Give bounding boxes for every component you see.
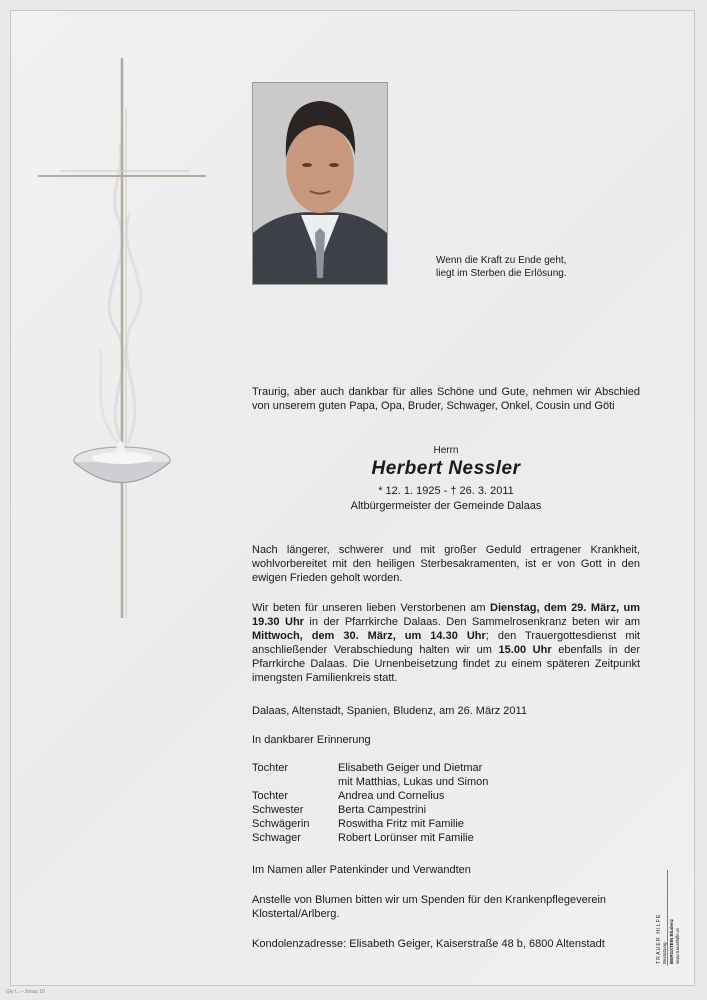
service-date-1: Dienstag, dem 29. März, um 19.30 Uhr [252, 602, 641, 628]
intro-text: Traurig, aber auch dankbar für alles Schöne und Gute, nehmen wir Abschied von unserem guten Papa, Opa, Bruder, Schwager, Onkel, Cousin und Göti [252, 386, 640, 412]
illness-paragraph: Nach längerer, schwerer und mit großer Geduld ertragener Krankheit, wohlvorbereitet mit den heiligen Sterbesakramenten, ist er von Gott in den ewigen Frieden geholt worden. [252, 544, 640, 584]
relative-row [252, 761, 640, 775]
place-and-date: Dalaas, Altenstadt, Spanien, Bludenz, am 26. März 2011 [252, 705, 527, 717]
godchildren-line: Im Namen aller Patenkinder und Verwandten [252, 864, 471, 876]
logo-line-3: BERGSTEIN Bludenz [669, 918, 674, 964]
service-date-2: Mittwoch, dem 30. März, um 14.30 Uhr [252, 630, 486, 642]
relative-label: Tochter [252, 762, 289, 774]
relative-row [252, 803, 640, 817]
relative-name: mit Matthias, Lukas und Simon [338, 776, 489, 788]
quote-line-1: Wenn die Kraft zu Ende geht, [436, 255, 567, 266]
relative-name: Robert Lorünser mit Familie [338, 832, 474, 844]
logo-line-2: Bestattung [662, 942, 667, 964]
flame-smoke [100, 143, 141, 443]
service-text-1: Wir beten für unseren lieben Verstorbenen am [252, 602, 491, 614]
relative-name: Elisabeth Geiger und Dietmar [338, 762, 483, 774]
relative-label: Tochter [252, 790, 289, 802]
relative-row [252, 831, 640, 845]
quote-line-2: liegt im Sterben die Erlösung. [436, 268, 567, 279]
logo-line-4: www.trauerhilfe.at [675, 928, 680, 964]
relative-name: Andrea und Cornelius [338, 790, 445, 802]
service-time-3: 15.00 Uhr [498, 644, 552, 656]
relative-label: Schwester [252, 804, 304, 816]
print-footnote: Gly L. – Jonas 10 [6, 989, 45, 995]
relative-label: Schwager [252, 832, 301, 844]
relatives-list [252, 761, 640, 845]
bowl-icon [74, 441, 170, 483]
funeral-home-logo [654, 868, 680, 968]
relative-row [252, 775, 640, 789]
relative-name: Berta Campestrini [338, 804, 427, 816]
cross-with-bowl-illustration [30, 48, 210, 628]
service-text-3: ; den Trauergottesdienst mit anschließender Verabschiedung halten wir um [252, 630, 640, 656]
in-memory-line: In dankbarer Erinnerung [252, 734, 371, 746]
relative-name: Roswitha Fritz mit Familie [338, 818, 464, 830]
service-text-4: ebenfalls in der Pfarrkirche Dalaas. Die Urnenbeisetzung findet zu einem späteren Zeitpunkt imengsten Familienkreis statt. [252, 644, 640, 684]
quote [436, 254, 656, 280]
salutation: Herrn [433, 445, 459, 456]
service-text-2: in der Pfarrkirche Dalaas. Den Sammelrosenkranz beten wir am [303, 616, 640, 628]
deceased-role: Altbürgermeister der Gemeinde Dalaas [350, 500, 542, 512]
relative-row [252, 817, 640, 831]
logo-line-1: TRAUER HILFE [656, 913, 662, 964]
relative-row [252, 789, 640, 803]
donation-request: Anstelle von Blumen bitten wir um Spenden für den Krankenpflegeverein Klostertal/Arlberg. [252, 894, 607, 920]
relative-label: Schwägerin [252, 818, 310, 830]
relative-label [252, 775, 338, 789]
deceased-name: Herbert Nessler [371, 458, 521, 479]
portrait-photo [252, 82, 388, 285]
service-paragraph [252, 601, 640, 685]
deceased-dates: * 12. 1. 1925 - † 26. 3. 2011 [378, 485, 514, 497]
condolence-address: Kondolenzadresse: Elisabeth Geiger, Kaiserstraße 48 b, 6800 Altenstadt [252, 938, 605, 950]
